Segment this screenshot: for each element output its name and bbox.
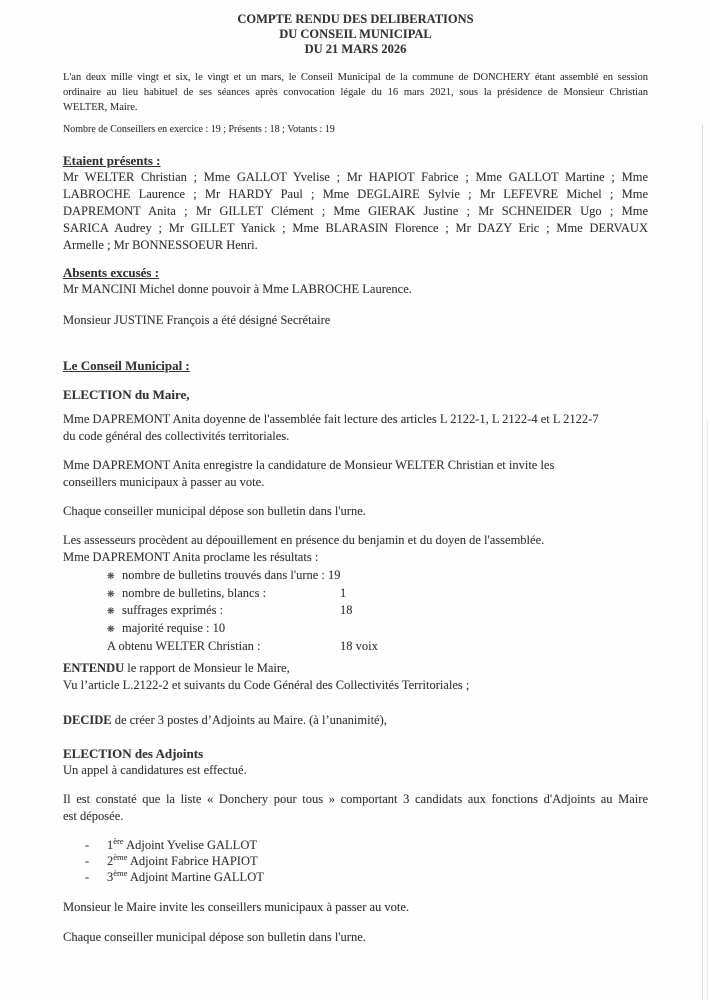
- adjoint-rank: 2: [107, 854, 114, 868]
- dash-bullet: -: [85, 870, 90, 884]
- ordinal-suffix: ère: [113, 835, 124, 846]
- councillors-count-line: Nombre de Conseillers en exercice : 19 ; Présents : 18 ; Votants : 19: [63, 124, 335, 135]
- ballot-deposit-line-2: Chaque conseiller municipal dépose son bulletin dans l'urne.: [63, 930, 366, 944]
- result-row: [63, 568, 648, 586]
- flower-asterisk-icon: ❋: [107, 607, 115, 617]
- decide-text: de créer 3 postes d’Adjoints au Maire. (à l’unanimité),: [111, 713, 387, 727]
- title-line-3: DU 21 MARS 2026: [304, 42, 407, 56]
- decide-keyword: DECIDE: [63, 713, 112, 727]
- candidacy-line: Mme DAPREMONT Anita enregistre la candidature de Monsieur WELTER Christian et invite les: [63, 458, 555, 472]
- elected-result-row: [63, 638, 648, 654]
- call-for-candidates-line: Un appel à candidatures est effectué.: [63, 763, 247, 777]
- result-row: [63, 586, 648, 604]
- adjoint-name: Adjoint Martine GALLOT: [127, 870, 264, 884]
- result-label: nombre de bulletins, blancs :: [122, 585, 267, 600]
- list-noted-paragraph: [63, 791, 648, 825]
- articles-paragraph: [63, 411, 648, 445]
- decide-line: [63, 712, 648, 729]
- adjoint-name: Adjoint Fabrice HAPIOT: [127, 854, 258, 868]
- result-row: [63, 621, 648, 639]
- elected-votes: 18 voix: [340, 639, 378, 653]
- present-members-line: Armelle ; Mr BONNESSOEUR Henri.: [63, 238, 258, 252]
- present-members-list: [63, 169, 648, 254]
- adjoint-item: [63, 853, 648, 869]
- opening-line: WELTER, Maire.: [63, 102, 138, 113]
- scan-edge-artifact: [702, 125, 703, 1000]
- absent-members-line: Mr MANCINI Michel donne pouvoir à Mme LABROCHE Laurence.: [63, 282, 412, 296]
- entendu-keyword: ENTENDU: [63, 661, 125, 675]
- entendu-text: le rapport de Monsieur le Maire,: [124, 661, 290, 675]
- present-members-line: DAPREMONT Anita ; Mr GILLET Clément ; Mme GIERAK Justine ; Mr SCHNEIDER Ugo ; Mme: [63, 204, 648, 218]
- dash-bullet: -: [85, 838, 90, 852]
- articles-line: Mme DAPREMONT Anita doyenne de l'assemblée fait lecture des articles L 2122-1, L 2122-4 et L 2122-7: [63, 412, 599, 426]
- articles-line: du code général des collectivités territoriales.: [63, 429, 290, 443]
- entendu-paragraph: [63, 660, 648, 694]
- result-row: [63, 603, 648, 621]
- adjoint-rank: 3: [107, 870, 114, 884]
- counting-paragraph: [63, 532, 648, 566]
- results-intro-line: Mme DAPREMONT Anita proclame les résultats :: [63, 550, 319, 564]
- ballot-deposit-line-1: Chaque conseiller municipal dépose son bulletin dans l'urne.: [63, 504, 366, 518]
- counting-line: Les assesseurs procèdent au dépouillement en présence du benjamin et du doyen de l'assemblée.: [63, 533, 545, 547]
- ordinal-suffix: ème: [113, 867, 128, 878]
- document-title: [63, 12, 648, 57]
- list-noted-line: Il est constaté que la liste « Donchery pour tous » comportant 3 candidats aux fonctions d'Adjoints au Maire: [63, 792, 648, 806]
- dash-bullet: -: [85, 854, 90, 868]
- entendu-line: [63, 660, 648, 677]
- result-label: nombre de bulletins trouvés dans l'urne : 19: [122, 568, 341, 582]
- result-value: 18: [340, 603, 353, 617]
- present-members-line: LABROCHE Laurence ; Mr HARDY Paul ; Mme DEGLAIRE Sylvie ; Mr LEFEVRE Michel ; Mme: [63, 187, 648, 201]
- secretary-line: Monsieur JUSTINE François a été désigné Secrétaire: [63, 313, 331, 327]
- council-heading: Le Conseil Municipal :: [63, 358, 190, 373]
- invite-vote-line: Monsieur le Maire invite les conseillers municipaux à passer au vote.: [63, 900, 410, 914]
- candidacy-line: conseillers municipaux à passer au vote.: [63, 475, 265, 489]
- elected-label: A obtenu WELTER Christian :: [107, 639, 261, 653]
- list-noted-line: est déposée.: [63, 809, 124, 823]
- present-members-heading: Etaient présents :: [63, 153, 161, 168]
- present-members-line: SARICA Audrey ; Mr GILLET Yanick ; Mme BLARASIN Florence ; Mr DAZY Eric ; Mme DERVAUX: [63, 221, 648, 235]
- vu-article-line: Vu l’article L.2122-2 et suivants du Code Général des Collectivités Territoriales ;: [63, 678, 470, 692]
- candidacy-paragraph: [63, 457, 648, 491]
- title-line-1: COMPTE RENDU DES DELIBERATIONS: [237, 12, 474, 26]
- flower-asterisk-icon: ❋: [107, 624, 115, 635]
- adjoint-item: [63, 837, 648, 853]
- adjoints-list: [63, 837, 648, 885]
- ordinal-suffix: ème: [113, 851, 128, 862]
- opening-paragraph: [63, 70, 648, 115]
- result-label: majorité requise : 10: [122, 620, 226, 635]
- mayor-election-heading: ELECTION du Maire,: [63, 387, 190, 402]
- result-label: suffrages exprimés :: [122, 603, 224, 617]
- flower-asterisk-icon: ❋: [107, 589, 115, 600]
- vote-results-list: [63, 568, 648, 654]
- opening-line: ordinaire au lieu habituel de ses séances après convocation légale du 16 mars 2021, sous la présidence de Monsieur Christian: [63, 87, 648, 98]
- adjoint-name: Adjoint Yvelise GALLOT: [123, 838, 257, 852]
- absent-members-heading: Absents excusés :: [63, 265, 160, 280]
- adjoint-item: [63, 869, 648, 885]
- flower-asterisk-icon: ❋: [107, 572, 115, 582]
- opening-line: L'an deux mille vingt et six, le vingt et un mars, le Conseil Municipal de la commune de DONCHERY étant assemblé en session: [63, 72, 648, 83]
- title-line-2: DU CONSEIL MUNICIPAL: [279, 27, 432, 41]
- present-members-line: Mr WELTER Christian ; Mme GALLOT Yvelise ; Mr HAPIOT Fabrice ; Mme GALLOT Martine ; Mme: [63, 170, 648, 184]
- adjoint-rank: 1: [107, 838, 114, 852]
- scan-edge-artifact: [707, 420, 708, 1000]
- adjoints-election-heading: ELECTION des Adjoints: [63, 746, 204, 761]
- result-value: 1: [340, 585, 347, 600]
- adjoints-election-section: [63, 745, 648, 779]
